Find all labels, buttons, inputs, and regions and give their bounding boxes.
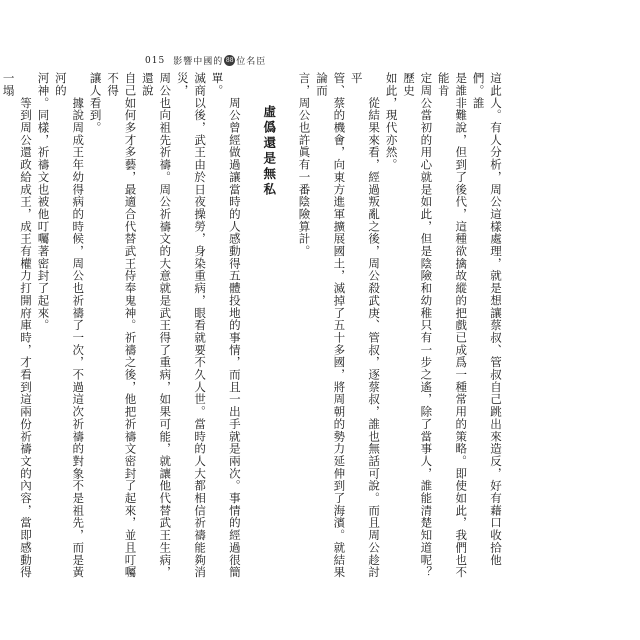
- text-column: 從結果來看，經過叛亂之後，周公殺武庚、管叔，逐蔡叔，誰也無話可說。而且周公趁討平: [349, 72, 382, 579]
- text-column: 周公也向祖先祈禱。周公祈禱文的大意就是武王得了重病，如果可能，就讓他代替武王生病，還說: [140, 72, 173, 579]
- text-column: 管、蔡的機會，向東方進軍擴展國土，滅掉了五十多國，將周朝的勢力延伸到了海濱。就結果論而: [314, 72, 347, 579]
- blank-column: [243, 72, 260, 579]
- text-column: 定周公當初的用心就是如此，但是陰險和幼稚只有一步之遙，除了當事人，誰能清楚知道呢？歷史: [401, 72, 434, 579]
- text-column: 這此人。有人分析，周公這樣處理，就是想讓蔡叔、管叔自己跳出來造反，好有藉口收拾他們。誰: [471, 72, 503, 566]
- text-column: 言，周公也許眞有一番陰險算計。: [297, 72, 312, 258]
- page-number: 015: [145, 55, 166, 66]
- text-column: 周公曾經做過讓當時的人感動得五體投地的事情，而且一出手就是兩次。事情的經過很簡單。: [210, 72, 242, 579]
- book-title-prefix: 影響中國的: [173, 57, 224, 67]
- vertical-body-text: [1, 72, 504, 579]
- text-column: 如此，現代亦然。: [384, 72, 399, 171]
- text-column: 河神。同樣，祈禱文也被他叮囑著密封了起來。: [36, 72, 51, 332]
- circled-number-badge: 88: [225, 57, 234, 64]
- text-column: 自己如何多才多藝，最適合代替武王侍奉鬼神。祈禱之後，他把祈禱文密封了起來，並且叮囑不得: [106, 72, 138, 579]
- text-column: 是誰非難說，但到了後代，這種欲擒故縱的把戲已成爲一種常用的策略。即使如此，我們也不能肯: [436, 72, 469, 579]
- text-column: 等到周公還政給成王，成王有權力打開府庫時，才看到這兩份祈禱文的內容，當即感動得一塌: [1, 72, 34, 579]
- text-column: 滅商以後，武王由於日夜操勞，身染重病，眼看就要不久人世。當時的人大都相信祈禱能夠消災，: [175, 72, 208, 579]
- book-title-suffix: 位名臣: [236, 57, 267, 67]
- running-header: [145, 54, 266, 67]
- text-column: 讓人看到。: [88, 72, 103, 134]
- section-heading: 虛僞還是無私: [261, 104, 277, 198]
- blank-column: [278, 72, 295, 579]
- text-column: 據說周成王年幼得病的時候，周公也祈禱了一次，不過這次祈禱的對象不是祖先，而是黃河的: [53, 72, 86, 579]
